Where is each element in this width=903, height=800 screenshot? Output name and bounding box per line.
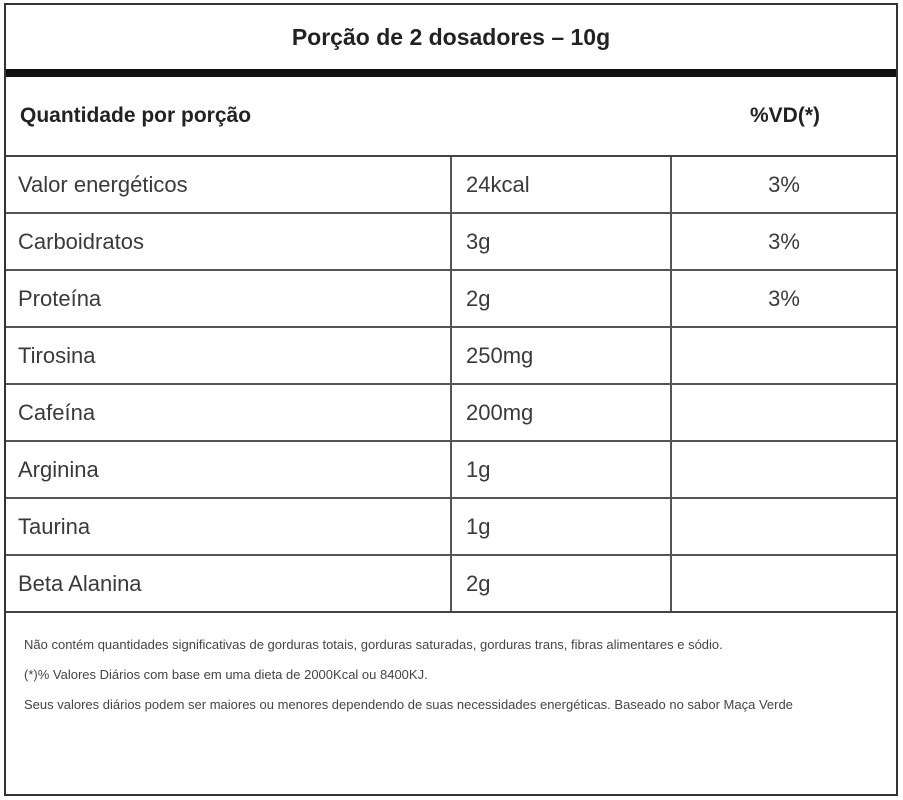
table-row	[6, 157, 896, 214]
quantity-per-serving-label: Quantidade por porção	[20, 104, 252, 127]
daily-value-label: %VD(*)	[749, 104, 820, 127]
nutrient-name: Arginina	[6, 442, 452, 497]
nutrient-name: Valor energéticos	[6, 157, 452, 212]
nutrient-name: Carboidratos	[6, 214, 452, 269]
nutrient-daily-value: 3%	[768, 285, 800, 311]
table-row	[6, 271, 896, 328]
nutrient-daily-value: 3%	[768, 228, 800, 254]
serving-size-title: Porção de 2 dosadores – 10g	[6, 5, 896, 77]
table-row	[6, 328, 896, 385]
nutrient-name: Beta Alanina	[6, 556, 452, 611]
footnote-daily-values: (*)% Valores Diários com base em uma dieta de 2000Kcal ou 8400KJ.	[24, 667, 428, 682]
nutrient-rows	[6, 157, 896, 613]
footnote-not-significant: Não contém quantidades significativas de gorduras totais, gorduras saturadas, gorduras trans, fibras alimentares e sódio.	[24, 637, 723, 652]
nutrient-amount: 2g	[452, 271, 672, 326]
nutrient-name: Tirosina	[6, 328, 452, 383]
nutrient-amount: 2g	[452, 556, 672, 611]
table-row	[6, 442, 896, 499]
nutrient-daily-value	[672, 328, 896, 383]
nutrient-daily-value	[672, 556, 896, 611]
nutrient-amount: 200mg	[452, 385, 672, 440]
nutrient-daily-value	[672, 442, 896, 497]
footnote-flavor: Seus valores diários podem ser maiores ou menores dependendo de suas necessidades energéticas. Baseado no sabor Maça Verde	[24, 697, 793, 712]
nutrient-amount: 3g	[452, 214, 672, 269]
nutrient-amount: 1g	[452, 499, 672, 554]
nutrition-facts-table	[4, 3, 898, 796]
table-header	[6, 77, 896, 157]
nutrient-amount: 250mg	[452, 328, 672, 383]
nutrient-amount: 1g	[452, 442, 672, 497]
table-row	[6, 385, 896, 442]
nutrient-name: Taurina	[6, 499, 452, 554]
nutrient-daily-value	[672, 385, 896, 440]
nutrient-daily-value: 3%	[768, 171, 800, 197]
nutrient-amount: 24kcal	[452, 157, 672, 212]
table-row	[6, 556, 896, 613]
footnotes	[24, 635, 878, 725]
nutrient-name: Cafeína	[6, 385, 452, 440]
nutrient-name: Proteína	[6, 271, 452, 326]
nutrient-daily-value	[672, 499, 896, 554]
table-row	[6, 499, 896, 556]
table-row	[6, 214, 896, 271]
